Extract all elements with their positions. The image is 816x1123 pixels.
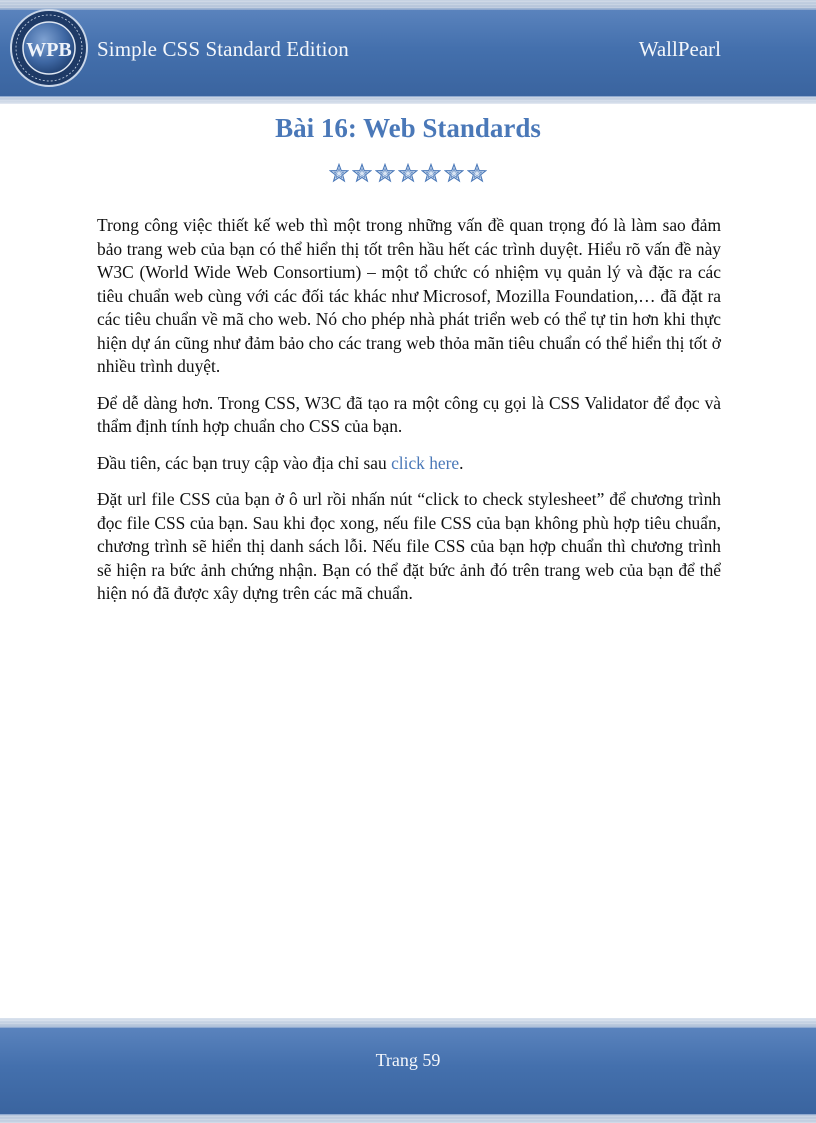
lesson-content	[97, 214, 721, 619]
star-icon	[329, 163, 349, 183]
star-icon	[421, 163, 441, 183]
brand-name: WallPearl	[638, 37, 721, 61]
lesson-title: Bài 16: Web Standards	[275, 113, 541, 143]
page-header	[0, 0, 816, 104]
star-icon	[444, 163, 464, 183]
paragraph-validator: Để dễ dàng hơn. Trong CSS, W3C đã tạo ra một công cụ gọi là CSS Validator để đọc và thẩm định tính hợp chuẩn cho CSS của bạn.	[97, 392, 721, 436]
click-here-link[interactable]: click here	[391, 452, 460, 473]
access-suffix: .	[459, 452, 464, 473]
document-title: Simple CSS Standard Edition	[97, 37, 349, 61]
star-icon	[352, 163, 372, 183]
page-number: Trang 59	[375, 1050, 441, 1070]
footer-bar	[0, 1027, 816, 1115]
star-divider	[0, 163, 816, 183]
wallpearl-logo-icon	[9, 8, 89, 88]
paragraph-access	[97, 452, 721, 476]
star-icon	[375, 163, 395, 183]
access-text: Đầu tiên, các bạn truy cập vào địa chỉ sau	[97, 452, 392, 473]
paragraph-intro: Trong công việc thiết kế web thì một trong những vấn đề quan trọng đó là làm sao đảm bảo trang web của bạn có thể hiển thị tốt trên hầu hết các trình duyệt. Hiểu rõ vấn đề này W3C (World Wide Web Consortium) – một tổ chức có nhiệm vụ quản lý và đặc ra các tiêu chuẩn web cùng với các đối tác khác như Microsof, Mozilla Foundation,… đã đặt ra các tiêu chuẩn về mã cho web. Nó cho phép nhà phát triển web có thể tự tin hơn khi thực hiện dự án cũng như đảm bảo cho các trang web thỏa mãn tiêu chuẩn có thể hiển thị tốt ở nhiều trình duyệt.	[97, 215, 721, 376]
paragraph-instructions: Đặt url file CSS của bạn ở ô url rồi nhấn nút “click to check stylesheet” để chương trình đọc file CSS của bạn. Sau khi đọc xong, nếu file CSS của bạn không phù hợp tiêu chuẩn, chương trình sẽ hiển thị danh sách lỗi. Nếu file CSS của bạn hợp chuẩn thì chương trình sẽ hiện ra bức ảnh chứng nhận. Bạn có thể đặt bức ảnh đó trên trang web của bạn để thể hiện nó đã được xây dựng trên các mã chuẩn.	[97, 489, 721, 603]
page-footer	[0, 1018, 816, 1123]
star-icon	[467, 163, 487, 183]
svg-text:WPB: WPB	[26, 39, 72, 61]
star-icon	[398, 163, 418, 183]
